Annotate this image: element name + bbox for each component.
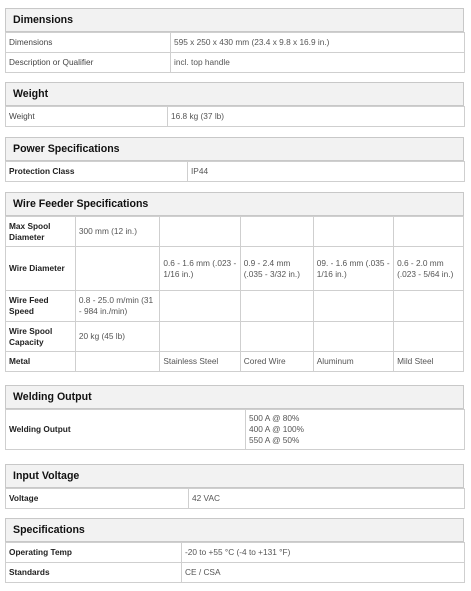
dimensions-label: Dimensions	[6, 33, 171, 53]
wire-diameter-cored: 0.9 - 2.4 mm (.035 - 3/32 in.)	[240, 247, 313, 291]
welding-output-heading: Welding Output	[5, 385, 464, 409]
weight-value: 16.8 kg (37 lb)	[168, 107, 465, 127]
spool-capacity-label: Wire Spool Capacity	[6, 322, 76, 352]
welding-output-50: 550 A @ 50%	[249, 435, 300, 445]
dimensions-value: 595 x 250 x 430 mm (23.4 x 9.8 x 16.9 in.)	[171, 33, 465, 53]
table-row	[6, 563, 465, 583]
empty-cell	[394, 322, 464, 352]
empty-cell	[313, 291, 393, 322]
voltage-label: Voltage	[6, 489, 189, 509]
metal-aluminum: Aluminum	[313, 352, 393, 372]
table-row	[6, 53, 465, 73]
wire-diameter-stainless: 0.6 - 1.6 mm (.023 - 1/16 in.)	[160, 247, 240, 291]
welding-output-label: Welding Output	[6, 410, 246, 450]
empty-cell	[394, 291, 464, 322]
empty-cell	[160, 217, 240, 247]
wire-diameter-mild: 0.6 - 2.0 mm (.023 - 5/64 in.)	[394, 247, 464, 291]
description-value: incl. top handle	[171, 53, 465, 73]
table-row	[6, 217, 464, 247]
voltage-value: 42 VAC	[189, 489, 465, 509]
empty-cell	[313, 322, 393, 352]
empty-cell	[240, 291, 313, 322]
metal-mild: Mild Steel	[394, 352, 464, 372]
empty-cell	[160, 322, 240, 352]
empty-cell	[160, 291, 240, 322]
table-row	[6, 543, 465, 563]
table-row	[6, 291, 464, 322]
welding-output-100: 400 A @ 100%	[249, 424, 305, 434]
wire-feeder-table	[5, 216, 464, 372]
table-row	[6, 489, 465, 509]
wire-feed-value: 0.8 - 25.0 m/min (31 - 984 in./min)	[75, 291, 160, 322]
table-row	[6, 33, 465, 53]
protection-class-label: Protection Class	[6, 162, 188, 182]
wire-feeder-heading: Wire Feeder Specifications	[5, 192, 464, 216]
empty-cell	[75, 247, 160, 291]
metal-stainless: Stainless Steel	[160, 352, 240, 372]
standards-value: CE / CSA	[182, 563, 465, 583]
spool-capacity-value: 20 kg (45 lb)	[75, 322, 160, 352]
specifications-heading: Specifications	[5, 518, 464, 542]
wire-diameter-aluminum: 09. - 1.6 mm (.035 - 1/16 in.)	[313, 247, 393, 291]
specifications-section	[5, 518, 464, 583]
wire-feeder-section	[5, 192, 464, 372]
empty-cell	[313, 217, 393, 247]
empty-cell	[75, 352, 160, 372]
weight-section	[5, 82, 464, 127]
table-row	[6, 247, 464, 291]
input-voltage-table	[5, 488, 465, 509]
input-voltage-section	[5, 464, 464, 509]
dimensions-heading: Dimensions	[5, 8, 464, 32]
power-table	[5, 161, 465, 182]
table-row	[6, 352, 464, 372]
empty-cell	[240, 322, 313, 352]
input-voltage-heading: Input Voltage	[5, 464, 464, 488]
weight-heading: Weight	[5, 82, 464, 106]
power-section	[5, 137, 464, 182]
operating-temp-label: Operating Temp	[6, 543, 182, 563]
max-spool-label: Max Spool Diameter	[6, 217, 76, 247]
welding-output-80: 500 A @ 80%	[249, 413, 300, 423]
description-label: Description or Qualifier	[6, 53, 171, 73]
metal-cored: Cored Wire	[240, 352, 313, 372]
power-heading: Power Specifications	[5, 137, 464, 161]
weight-table	[5, 106, 465, 127]
standards-label: Standards	[6, 563, 182, 583]
protection-class-value: IP44	[188, 162, 465, 182]
dimensions-section	[5, 8, 464, 73]
weight-label: Weight	[6, 107, 168, 127]
table-row	[6, 107, 465, 127]
dimensions-table	[5, 32, 465, 73]
max-spool-value: 300 mm (12 in.)	[75, 217, 160, 247]
empty-cell	[240, 217, 313, 247]
welding-output-table	[5, 409, 465, 450]
wire-feed-label: Wire Feed Speed	[6, 291, 76, 322]
operating-temp-value: -20 to +55 °C (-4 to +131 °F)	[182, 543, 465, 563]
wire-diameter-label: Wire Diameter	[6, 247, 76, 291]
table-row	[6, 162, 465, 182]
table-row	[6, 322, 464, 352]
welding-output-values	[246, 410, 465, 450]
welding-output-section	[5, 385, 464, 450]
specifications-table	[5, 542, 465, 583]
empty-cell	[394, 217, 464, 247]
metal-label: Metal	[6, 352, 76, 372]
table-row	[6, 410, 465, 450]
